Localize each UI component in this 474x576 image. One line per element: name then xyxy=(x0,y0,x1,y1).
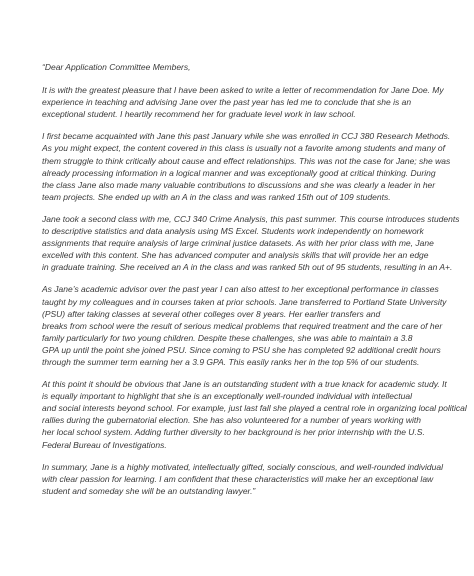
paragraph-academic-advisor xyxy=(42,283,447,368)
text-line: At this point it should be obvious that Jane is an outstanding student with a true knack for academic study. It xyxy=(42,379,447,390)
text-line: I first became acquainted with Jane this past January while she was enrolled in CCJ 380 Research Methods. xyxy=(42,131,451,142)
salutation xyxy=(42,61,444,73)
text-line: through the summer term earning her a 3.9 GPA. This easily ranks her in the top 5% of our students. xyxy=(42,356,420,367)
text-line: exceptional student. I heartily recommend her for graduate level work in law school. xyxy=(42,109,356,120)
text-line: in graduate training. She received an A in the class and was ranked 5th out of 95 students, resulting in an A+. xyxy=(42,262,453,273)
text-line: It is with the greatest pleasure that I have been asked to write a letter of recommendation for Jane Doe. My xyxy=(42,85,444,96)
text-line: family particularly for two young children. Despite these challenges, she was able to maintain a 3.8 xyxy=(42,332,413,343)
paragraph-crime-analysis xyxy=(42,213,460,273)
text-line: and social interests beyond school. For example, just last fall she played a central role in organizing local political xyxy=(42,403,467,414)
text-line: As Jane’s academic advisor over the past year I can also attest to her exceptional performance in classes xyxy=(42,284,439,295)
text-line: already processing information in a logical manner and was exceptionally good at critical thinking. During xyxy=(42,167,436,178)
paragraph-summary xyxy=(42,461,444,497)
text-line: (PSU) after taking classes at several other colleges over 8 years. Her earlier transfers and xyxy=(42,308,381,319)
paragraph-research-methods xyxy=(42,130,451,203)
text-line: the class Jane also made many valuable contributions to discussions and she was clearly a leader in her xyxy=(42,179,436,190)
recommendation-letter xyxy=(42,61,467,497)
text-line: is equally important to highlight that she is an exceptionally well-rounded individual with intellectual xyxy=(42,391,412,402)
text-line: Jane took a second class with me, CCJ 340 Crime Analysis, this past summer. This course introduces students xyxy=(42,213,460,224)
text-line: breaks from school were the result of serious medical problems that required treatment and the care of her xyxy=(42,320,443,331)
text-line: In summary, Jane is a highly motivated, intellectually gifted, socially conscious, and well-rounded individual xyxy=(42,461,443,472)
text-line: As you might expect, the content covered in this class is usually not a favorite among students and many of xyxy=(42,143,446,154)
text-line: team projects. She ended up with an A in the class and was ranked 15th out of 109 students. xyxy=(42,191,391,202)
text-line: with clear passion for learning. I am confident that these characteristics will make her an exceptional law xyxy=(42,473,434,484)
text-line: her local school system. Adding further diversity to her background is her prior internship with the U.S. xyxy=(42,427,425,438)
text-line: experience in teaching and advising Jane over the past year has led me to conclude that she is an xyxy=(42,97,412,108)
text-line: GPA up until the point she joined PSU. Since coming to PSU she has completed 92 additional credit hours xyxy=(42,344,441,355)
paragraph-well-rounded xyxy=(42,378,467,451)
text-line: taught by my colleagues and in courses taken at prior schools. Jane transferred to Portland State University xyxy=(42,296,447,307)
paragraph-introduction xyxy=(42,84,444,120)
text-line: them struggle to think critically about cause and effect relationships. This was not the case for Jane; she was xyxy=(42,155,451,166)
salutation-line: “Dear Application Committee Members, xyxy=(42,62,191,72)
text-line: excelled with this content. She has advanced computer and analysis skills that will provide her an edge xyxy=(42,250,429,261)
text-line: student and someday she will be an outstanding lawyer.” xyxy=(42,485,256,496)
text-line: rallies during the gubernatorial election. She has also volunteered for a number of years working with xyxy=(42,415,421,426)
text-line: Federal Bureau of Investigations. xyxy=(42,439,167,450)
text-line: to descriptive statistics and data analysis using MS Excel. Students work independently on homework xyxy=(42,226,424,237)
text-line: assignments that require analysis of large criminal justice datasets. As with her prior class with me, Jane xyxy=(42,238,434,249)
